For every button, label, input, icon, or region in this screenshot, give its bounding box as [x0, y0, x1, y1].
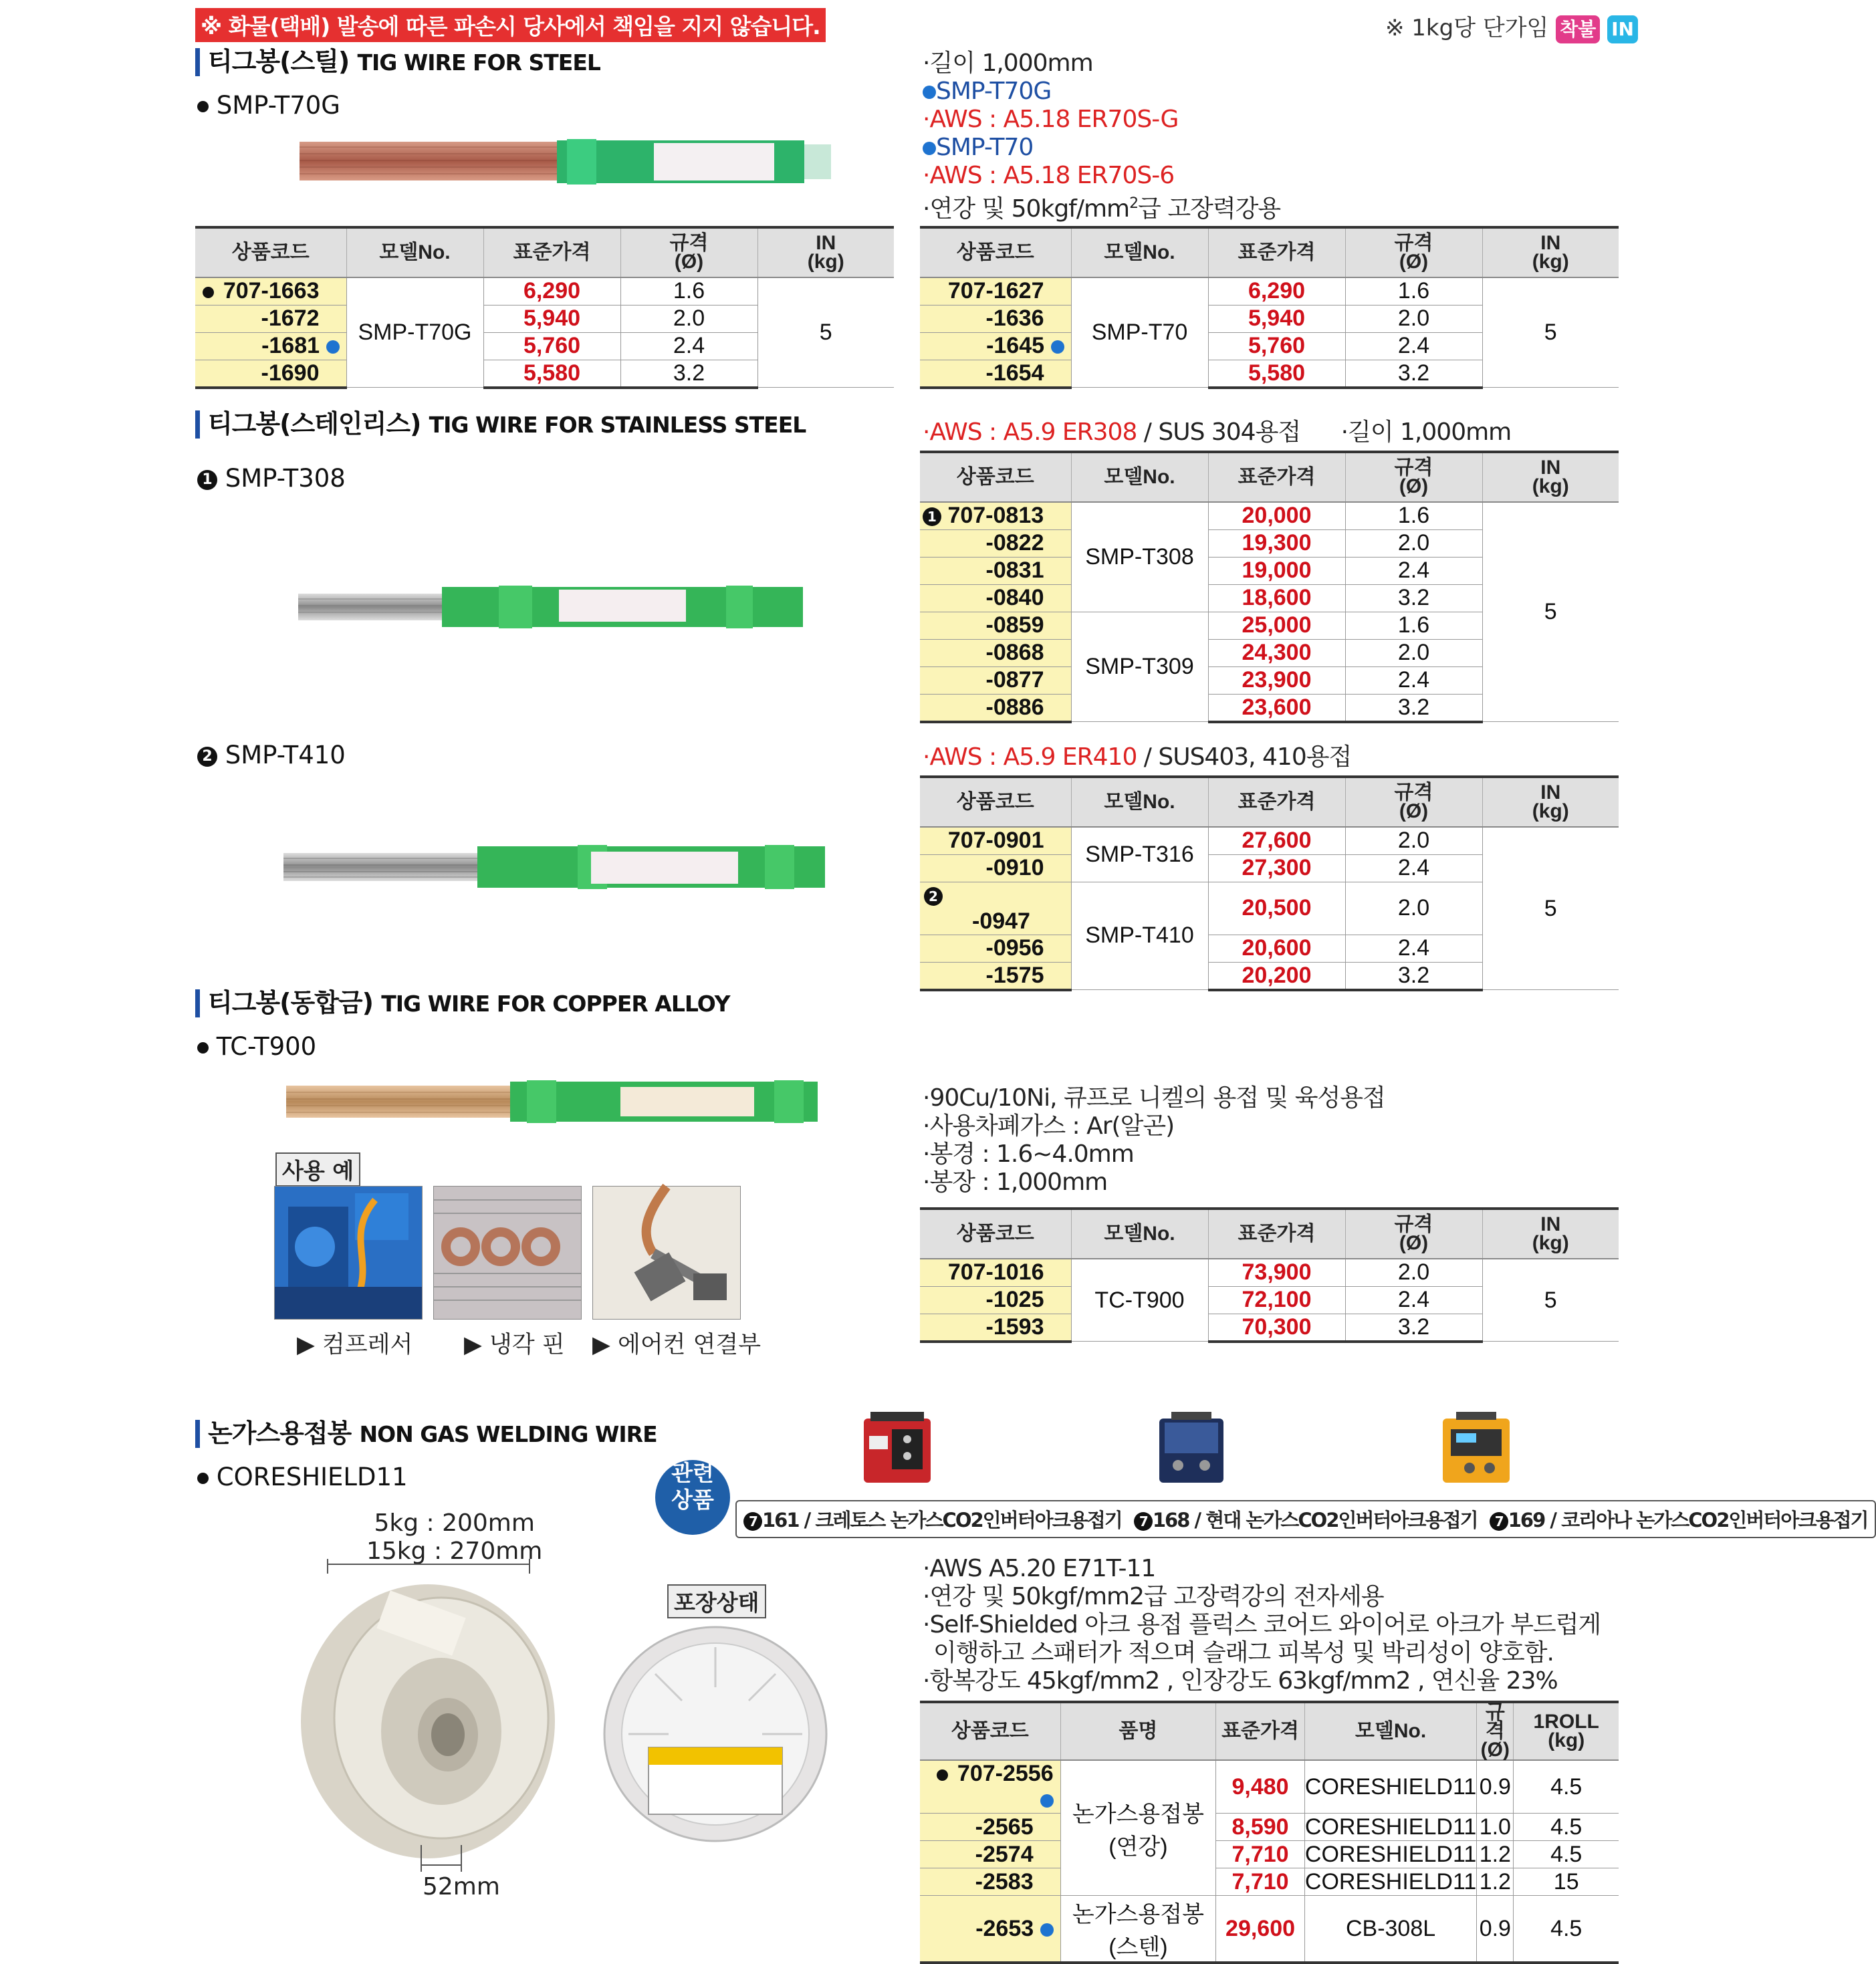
- price-table-t316-t410: [920, 775, 1619, 991]
- table-cell: 27,300: [1208, 854, 1345, 882]
- packaging-tag: 포장상태: [667, 1584, 766, 1618]
- table-row: [920, 277, 1619, 305]
- table-cell: CORESHIELD11: [1304, 1868, 1477, 1894]
- table-cell: 1 707-0813: [920, 502, 1071, 529]
- page-ref-icon: 7: [1134, 1512, 1153, 1531]
- table-cell: 1.6: [620, 277, 757, 305]
- table-cell: 29,600: [1216, 1896, 1305, 1963]
- table-header-cell: 모델No.: [1071, 1209, 1208, 1259]
- table-header-cell: IN (kg): [1482, 777, 1619, 827]
- spec-model-t70: SMP-T70: [923, 134, 1280, 162]
- usage-example-tag: 사용 예: [275, 1152, 360, 1187]
- related-item-169[interactable]: 7 169 / 코리아나 논가스CO2인버터아크용접기: [1490, 1509, 1868, 1531]
- product-label-smp-t70g: [197, 91, 340, 120]
- table-cell: 1.6: [1345, 277, 1482, 305]
- spec-line: ·사용차폐가스 : Ar(알곤): [923, 1112, 1175, 1140]
- table-cell: -0831: [920, 557, 1071, 584]
- table-cell: 707-1016: [920, 1259, 1071, 1286]
- table-cell: CORESHIELD11: [1304, 1841, 1477, 1867]
- section-title-copper: [195, 989, 729, 1017]
- table-cell: 5,940: [483, 305, 620, 332]
- table-cell: 5: [1482, 1259, 1619, 1342]
- table-cell: 72,100: [1208, 1286, 1345, 1314]
- table-cell: 5,580: [1208, 360, 1345, 388]
- table-header-cell: 규격 (Ø): [1345, 452, 1482, 502]
- packaged-spool-image: [602, 1620, 829, 1848]
- price-note-text: ※ 1kg당 단가임: [1385, 15, 1549, 41]
- table-cell: 5: [1482, 827, 1619, 990]
- table-cell: -0859: [920, 612, 1071, 639]
- table-cell: 3.2: [1345, 360, 1482, 388]
- table-row: [920, 1896, 1619, 1963]
- aircon-connector-photo: [592, 1186, 741, 1320]
- table-header-cell: 상품코드: [920, 777, 1071, 827]
- table-cell: 3.2: [1345, 584, 1482, 612]
- table-cell: 73,900: [1208, 1259, 1345, 1286]
- table-cell: 5,580: [483, 360, 620, 388]
- price-table-coreshield: [920, 1701, 1619, 1964]
- dim-5kg: 5kg : 200mm: [374, 1509, 535, 1537]
- table-cell: SMP-T70: [1071, 277, 1208, 388]
- spec-t308: ·AWS : A5.9 ER308 / SUS 304용접 ·길이 1,000mm: [923, 418, 1512, 446]
- caption-aircon: ▶ 에어컨 연결부: [592, 1332, 761, 1358]
- table-cell: 6,290: [483, 277, 620, 305]
- number-2-icon: 2: [924, 887, 943, 906]
- bullet-dot-icon: [197, 101, 209, 112]
- table-cell: 2.0: [1345, 639, 1482, 666]
- table-cell: 4.5: [1514, 1760, 1619, 1814]
- table-cell: 1.2: [1477, 1868, 1514, 1896]
- table-cell: -2583: [920, 1868, 1060, 1896]
- tig-wire-bundle-image-steel: [300, 138, 834, 187]
- table-header-cell: IN (kg): [1482, 452, 1619, 502]
- table-header-cell: 상품코드: [920, 1209, 1071, 1259]
- product-label-text: SMP-T70G: [216, 91, 340, 120]
- blue-dot-icon: [1040, 1794, 1054, 1808]
- product-label-smp-t410: 2 SMP-T410: [197, 741, 346, 769]
- bullet-dot-icon: [197, 1042, 209, 1054]
- table-cell: 23,900: [1208, 666, 1345, 694]
- table-cell: 2.0: [1345, 827, 1482, 854]
- section-title-ko: 티그봉(동합금): [208, 988, 373, 1017]
- welder-image-kretos: [857, 1409, 937, 1489]
- tig-wire-bundle-image-t308: [298, 583, 806, 630]
- table-cell: -1025: [920, 1286, 1071, 1314]
- product-label-tc-t900: TC-T900: [197, 1032, 316, 1061]
- table-cell: 24,300: [1208, 639, 1345, 666]
- table-cell: 7,710: [1216, 1841, 1305, 1868]
- table-cell: -0877: [920, 666, 1071, 694]
- table-header-cell: 품명: [1060, 1702, 1216, 1760]
- table-header-row: [920, 1209, 1619, 1259]
- spec-line: ·Self-Shielded 아크 용접 플럭스 코어드 와이어로 아크가 부드럽게: [923, 1611, 1601, 1638]
- table-cell: 707-1627: [920, 277, 1071, 305]
- table-cell: SMP-T309: [1071, 612, 1208, 722]
- price-table-t308-t309: [920, 451, 1619, 723]
- table-cell: 2-0947: [920, 882, 1071, 935]
- spec-aws-t70g: ·AWS : A5.18 ER70S-G: [923, 106, 1179, 133]
- table-cell: 7,710: [1216, 1868, 1305, 1896]
- table-header-cell: 규격 (Ø): [1345, 777, 1482, 827]
- welder-image-koreana: [1436, 1409, 1516, 1489]
- table-cell: 27,600: [1208, 827, 1345, 854]
- table-cell: CORESHIELD11: [1304, 1814, 1477, 1840]
- table-cell: 70,300: [1208, 1314, 1345, 1342]
- price-table-smp-t70: [920, 226, 1619, 389]
- in-badge: IN: [1607, 15, 1638, 43]
- table-cell: -2565: [920, 1814, 1060, 1841]
- table-header-row: [195, 227, 894, 277]
- table-cell: 8,590: [1216, 1814, 1305, 1841]
- table-cell: 2.4: [1345, 332, 1482, 360]
- section-title-nongas: [195, 1420, 657, 1448]
- table-header-cell: 모델No.: [1304, 1702, 1476, 1760]
- welder-image-hyundai: [1151, 1409, 1232, 1489]
- caption-cooling-fin: ▶ 냉각 핀: [464, 1332, 565, 1358]
- spool-hub-dimension: 52mm: [423, 1873, 500, 1900]
- table-header-cell: 규격 (Ø): [1477, 1702, 1514, 1760]
- table-cell: 4.5: [1514, 1814, 1619, 1841]
- blue-dot-icon: [326, 340, 340, 354]
- table-cell: 5: [1482, 502, 1619, 722]
- table-header-row: [920, 1702, 1619, 1760]
- caption-compressor: ▶ 컴프레서: [297, 1332, 413, 1358]
- spec-line: ·AWS A5.20 E71T-11: [923, 1555, 1156, 1582]
- spec-line: ·항복강도 45kgf/mm2 , 인장강도 63kgf/mm2 , 연신율 23%: [923, 1667, 1558, 1695]
- table-cell: 15: [1514, 1868, 1619, 1896]
- bullet-dot-icon: [937, 1769, 948, 1781]
- table-cell: 25,000: [1208, 612, 1345, 639]
- related-item-161[interactable]: 7 161 / 크레토스 논가스CO2인버터아크용접기: [743, 1509, 1122, 1531]
- table-cell: 4.5: [1514, 1841, 1619, 1868]
- table-cell: TC-T900: [1071, 1259, 1208, 1342]
- table-row: [920, 1814, 1619, 1841]
- blue-dot-icon: [923, 142, 936, 155]
- table-cell: 논가스용접봉(스텐): [1060, 1896, 1216, 1963]
- table-cell: CB-308L: [1304, 1896, 1476, 1963]
- spec-usage: ·연강 및 $50kgf/mm^2$급 고장력강용: [923, 195, 1281, 223]
- page-ref-icon: 7: [743, 1512, 762, 1531]
- table-cell: SMP-T410: [1071, 882, 1208, 990]
- cod-badge: 착불: [1556, 15, 1600, 43]
- product-label-coreshield11: CORESHIELD11: [197, 1463, 408, 1491]
- section-title-en: TIG WIRE FOR STEEL: [357, 49, 600, 76]
- spec-line: ·90Cu/10Ni, 큐프로 니켈의 용접 및 육성용접: [923, 1084, 1385, 1112]
- table-header-cell: 표준가격: [1208, 1209, 1345, 1259]
- table-cell: -2653: [920, 1896, 1060, 1963]
- table-cell: 2.4: [1345, 557, 1482, 584]
- table-cell: -1636: [920, 305, 1071, 332]
- table-cell: -1645: [920, 332, 1071, 360]
- spec-model-t70g: SMP-T70G: [923, 78, 1280, 106]
- spec-block-nongas: [923, 1555, 1601, 1695]
- spec-block-copper: [923, 1084, 1385, 1197]
- table-cell: 1.2: [1477, 1841, 1514, 1868]
- table-header-cell: 상품코드: [920, 1702, 1060, 1760]
- table-cell: 2.0: [1345, 1259, 1482, 1286]
- table-header-cell: 표준가격: [1216, 1702, 1305, 1760]
- table-header-row: [920, 777, 1619, 827]
- compressor-photo: [274, 1186, 423, 1320]
- price-table-smp-t70g: [195, 226, 894, 389]
- table-cell: 3.2: [1345, 962, 1482, 990]
- shipping-warning: ※ 화물(택배) 발송에 따른 파손시 당사에서 책임을 지지 않습니다.: [195, 8, 826, 42]
- tig-wire-bundle-image-t410: [283, 844, 825, 890]
- table-cell: 19,000: [1208, 557, 1345, 584]
- table-header-cell: 모델No.: [1071, 777, 1208, 827]
- col-price: 표준가격: [483, 227, 620, 277]
- section-title-en: TIG WIRE FOR STAINLESS STEEL: [429, 412, 806, 438]
- table-cell: -1593: [920, 1314, 1071, 1342]
- table-cell: 5,940: [1208, 305, 1345, 332]
- table-cell: 2.0: [620, 305, 757, 332]
- table-header-cell: 표준가격: [1208, 452, 1345, 502]
- spec-t410: ·AWS : A5.9 ER410 / SUS403, 410용접: [923, 743, 1352, 771]
- dim-15kg: 15kg : 270mm: [366, 1538, 543, 1565]
- table-header-cell: IN (kg): [1482, 227, 1619, 277]
- blue-dot-icon: [1051, 340, 1064, 354]
- table-header-row: [920, 227, 1619, 277]
- table-cell: 6,290: [1208, 277, 1345, 305]
- table-header-cell: 모델No.: [1071, 452, 1208, 502]
- related-products-bar: [735, 1500, 1876, 1538]
- table-cell: 2.0: [1345, 882, 1482, 935]
- col-in: IN (kg): [757, 227, 894, 277]
- spec-aws-t70: ·AWS : A5.18 ER70S-6: [923, 162, 1175, 189]
- table-header-cell: 상품코드: [920, 452, 1071, 502]
- table-cell: 23,600: [1208, 694, 1345, 722]
- table-cell: SMP-T316: [1071, 827, 1208, 882]
- price-table-tc-t900: [920, 1207, 1619, 1343]
- table-cell: 707-2556: [920, 1760, 1060, 1814]
- section-title-ko: 논가스용접봉: [208, 1419, 352, 1448]
- table-cell: -2574: [920, 1841, 1060, 1868]
- table-header-cell: 1ROLL (kg): [1514, 1702, 1619, 1760]
- section-title-en: NON GAS WELDING WIRE: [359, 1421, 657, 1447]
- table-cell: 707-0901: [920, 827, 1071, 854]
- table-cell: 2.4: [620, 332, 757, 360]
- section-title-stainless: [195, 410, 806, 439]
- table-cell: 20,200: [1208, 962, 1345, 990]
- table-header-cell: 표준가격: [1208, 227, 1345, 277]
- table-cell: 20,600: [1208, 935, 1345, 962]
- table-cell: 0.9: [1477, 1760, 1514, 1814]
- table-cell: -1690: [195, 360, 346, 388]
- cooling-fin-photo: [433, 1186, 582, 1320]
- section-title-steel: [195, 48, 600, 76]
- bullet-dot-icon: [197, 1473, 209, 1484]
- table-cell: 0.9: [1477, 1896, 1514, 1963]
- table-cell: 4.5: [1514, 1896, 1619, 1963]
- table-row: [195, 277, 894, 305]
- tig-wire-bundle-image-copper: [286, 1079, 821, 1124]
- table-cell: CORESHIELD11: [1304, 1760, 1476, 1814]
- table-cell: 1.6: [1345, 502, 1482, 529]
- table-cell: 2.4: [1345, 935, 1482, 962]
- table-cell: 5: [1482, 277, 1619, 388]
- table-cell: 3.2: [1345, 694, 1482, 722]
- table-cell: 2.4: [1345, 854, 1482, 882]
- table-header-cell: 상품코드: [920, 227, 1071, 277]
- table-cell: 2.4: [1345, 666, 1482, 694]
- table-header-cell: 모델No.: [1071, 227, 1208, 277]
- table-cell: 2.0: [1345, 305, 1482, 332]
- table-cell: 3.2: [620, 360, 757, 388]
- price-note: [1385, 9, 1638, 43]
- spec-line: 이행하고 스패터가 적으며 슬래그 피복성 및 박리성이 양호함.: [933, 1639, 1554, 1667]
- spec-length: ·길이 1,000mm: [923, 49, 1093, 77]
- product-label-smp-t308: 1 SMP-T308: [197, 464, 346, 493]
- table-cell: -0868: [920, 639, 1071, 666]
- spec-block-steel: [923, 49, 1280, 223]
- table-cell: -1654: [920, 360, 1071, 388]
- section-title-ko: 티그봉(스테인리스): [208, 409, 421, 439]
- table-cell: 1.6: [1345, 612, 1482, 639]
- number-1-icon: 1: [923, 507, 941, 526]
- page-ref-icon: 7: [1490, 1512, 1508, 1531]
- table-cell: 2.4: [1345, 1286, 1482, 1314]
- related-item-168[interactable]: 7 168 / 현대 논가스CO2인버터아크용접기: [1134, 1509, 1478, 1531]
- spec-line: ·봉장 : 1,000mm: [923, 1169, 1108, 1196]
- table-row: [920, 502, 1619, 529]
- table-cell: -0956: [920, 935, 1071, 962]
- table-cell: 5,760: [1208, 332, 1345, 360]
- table-cell: -1575: [920, 962, 1071, 990]
- table-header-cell: 규격 (Ø): [1345, 1209, 1482, 1259]
- table-cell: 1.0: [1477, 1814, 1514, 1841]
- section-title-ko: 티그봉(스틸): [208, 47, 350, 76]
- table-cell: -0910: [920, 854, 1071, 882]
- table-row: [920, 827, 1619, 854]
- number-2-icon: 2: [197, 747, 217, 767]
- table-cell: 2.0: [1345, 529, 1482, 557]
- table-cell: 20,500: [1208, 882, 1345, 935]
- table-cell: -0886: [920, 694, 1071, 722]
- table-cell: -1672: [195, 305, 346, 332]
- col-model: 모델No.: [346, 227, 483, 277]
- table-cell: 5,760: [483, 332, 620, 360]
- bullet-dot-icon: [203, 287, 214, 298]
- table-cell: SMP-T308: [1071, 502, 1208, 612]
- table-cell: 20,000: [1208, 502, 1345, 529]
- table-cell: -0822: [920, 529, 1071, 557]
- table-cell: 3.2: [1345, 1314, 1482, 1342]
- table-row: [920, 1760, 1619, 1814]
- col-code: 상품코드: [195, 227, 346, 277]
- table-cell: -1681: [195, 332, 346, 360]
- table-header-row: [920, 452, 1619, 502]
- table-cell: SMP-T70G: [346, 277, 483, 388]
- related-products-badge: 관련 상품: [655, 1460, 730, 1535]
- table-cell: 논가스용접봉(연강): [1060, 1760, 1216, 1896]
- section-title-en: TIG WIRE FOR COPPER ALLOY: [381, 991, 730, 1017]
- table-cell: -0840: [920, 584, 1071, 612]
- table-row: [920, 1841, 1619, 1868]
- table-row: [920, 1259, 1619, 1286]
- table-cell: 707-1663: [195, 277, 346, 305]
- table-cell: 18,600: [1208, 584, 1345, 612]
- spec-line: ·연강 및 50kgf/mm2급 고장력강의 전자세용: [923, 1583, 1384, 1610]
- table-cell: 9,480: [1216, 1760, 1305, 1814]
- col-size: 규격 (Ø): [620, 227, 757, 277]
- table-header-cell: 표준가격: [1208, 777, 1345, 827]
- blue-dot-icon: [1040, 1923, 1054, 1937]
- number-1-icon: 1: [197, 470, 217, 490]
- table-row: [920, 1868, 1619, 1896]
- table-header-cell: 규격 (Ø): [1345, 227, 1482, 277]
- spec-line: ·봉경 : 1.6~4.0mm: [923, 1140, 1134, 1168]
- wire-spool-image: [287, 1558, 542, 1905]
- table-cell: 19,300: [1208, 529, 1345, 557]
- table-cell: 5: [757, 277, 894, 388]
- blue-dot-icon: [923, 86, 936, 99]
- table-header-cell: IN (kg): [1482, 1209, 1619, 1259]
